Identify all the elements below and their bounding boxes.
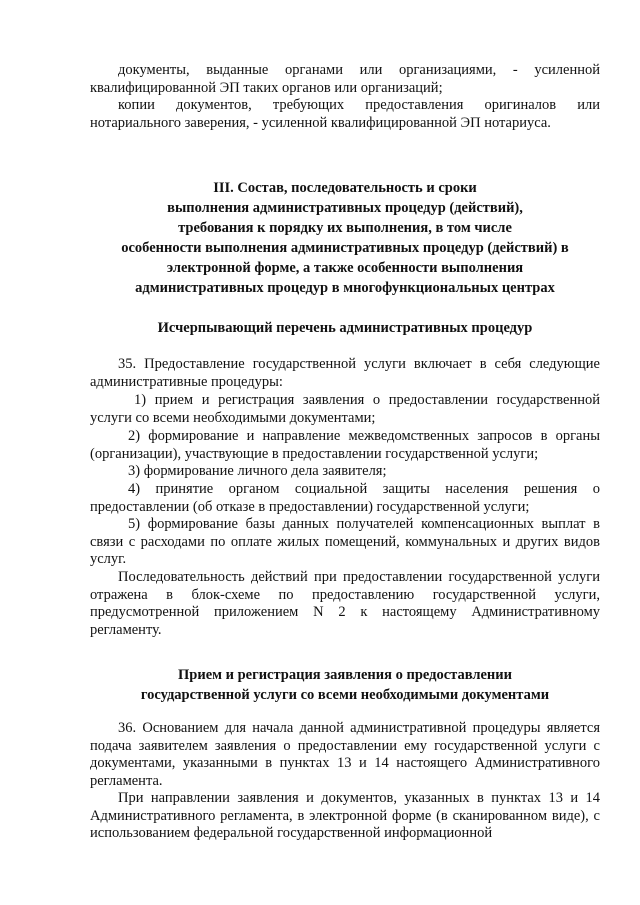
section-3-heading xyxy=(80,178,610,298)
subsection-heading-procedures-list: Исчерпывающий перечень административных процедур xyxy=(157,320,533,336)
paragraph-35-item-3: 3) формирование личного дела заявителя; xyxy=(128,463,387,479)
section-3-heading-line: требования к порядку их выполнения, в том числе xyxy=(178,220,512,236)
subsection-heading-line: государственной услуги со всеми необходимыми документами xyxy=(140,687,550,703)
paragraph-35-closing: Последовательность действий при предоставлении государственной услуги отражена в блок-схеме по предоставлению государственной услуги, предусмотренной приложением N 2 к настоящему Административному регламенту. xyxy=(90,569,600,638)
intro-paragraph-1: документы, выданные органами или организациями, - усиленной квалифицированной ЭП таких органов или организаций; xyxy=(90,62,600,96)
subsection-heading-reception xyxy=(80,665,610,705)
paragraph-36: 36. Основанием для начала данной административной процедуры является подача заявителем заявления о предоставлении ему государственной услуги с документами, указанными в пунктах 13 и 14 настоящего Административного регламента. xyxy=(90,720,600,789)
section-3-heading-line: III. Состав, последовательность и сроки xyxy=(213,180,477,196)
section-3-heading-line: электронной форме, а также особенности выполнения xyxy=(166,260,524,276)
section-3-heading-line: выполнения административных процедур (действий), xyxy=(167,200,523,216)
paragraph-35-lead: 35. Предоставление государственной услуги включает в себя следующие административные процедуры: xyxy=(90,356,600,390)
paragraph-36-continued: При направлении заявления и документов, указанных в пунктах 13 и 14 Административного регламента, в электронной форме (в сканированном виде), с использованием федеральной государственной информационной xyxy=(90,790,600,842)
paragraph-35-item-1: 1) прием и регистрация заявления о предоставлении государственной услуги со всеми необходимыми документами; xyxy=(90,392,600,426)
section-3-heading-line: административных процедур в многофункциональных центрах xyxy=(135,280,555,296)
paragraph-35-item-4: 4) принятие органом социальной защиты населения решения о предоставлении (об отказе в предоставлении) государственной услуги; xyxy=(90,481,600,515)
subsection-heading-line: Прием и регистрация заявления о предоставлении xyxy=(178,667,512,683)
section-3-heading-line: особенности выполнения административных процедур (действий) в xyxy=(121,240,569,256)
intro-paragraph-2: копии документов, требующих предоставления оригиналов или нотариального заверения, - усиленной квалифицированной ЭП нотариуса. xyxy=(90,97,600,131)
paragraph-35-item-2: 2) формирование и направление межведомственных запросов в органы (организации), участвующие в предоставлении государственной услуги; xyxy=(90,428,600,462)
paragraph-35-item-5: 5) формирование базы данных получателей компенсационных выплат в связи с расходами по оплате жилых помещений, коммунальных и других видов услуг. xyxy=(90,516,600,568)
